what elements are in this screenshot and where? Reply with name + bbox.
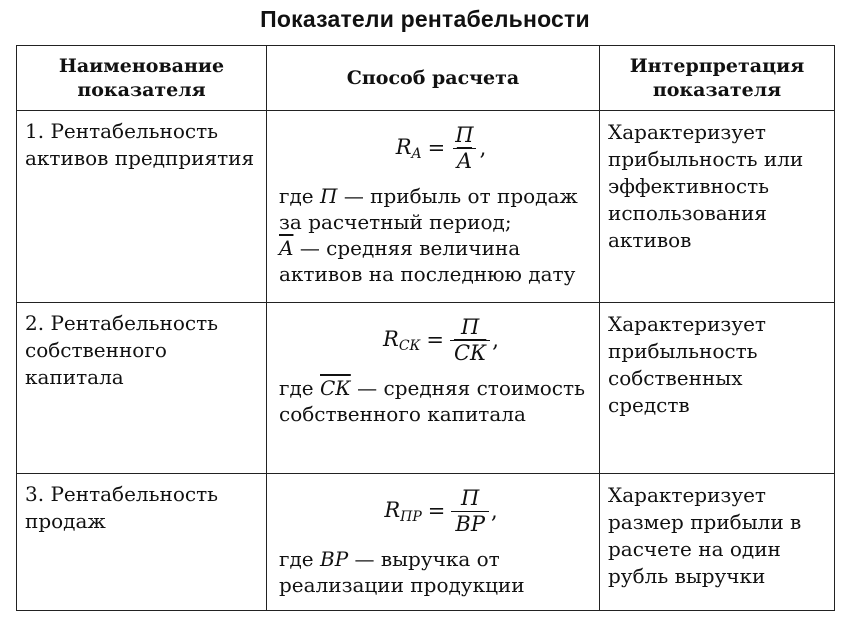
formula-equals: = [427, 136, 446, 160]
interpretation-text: Характеризует прибыльность собственных средств [608, 312, 766, 417]
indicator-name: 1. Рентабельность активов предприятия [25, 119, 255, 170]
page-title: Показатели рентабельности [260, 6, 590, 32]
formula-symbol: $R_{ПР}$ [384, 497, 422, 525]
interpretation-cell [600, 303, 835, 474]
profitability-table [16, 45, 835, 611]
formula-subscript: A [411, 145, 422, 162]
indicator-name: 3. Рентабельность продаж [25, 482, 219, 533]
indicator-name-cell [17, 474, 267, 611]
formula-symbol: $R_A$ [395, 134, 422, 162]
formula: $R_A$ = $\frac{П}{A}$ , [395, 122, 487, 173]
indicator-name-cell [17, 111, 267, 303]
header-name: Наименование показателя [17, 46, 267, 111]
formula: $R_{ПР}$ = $\frac{П}{ВР}$ , [384, 485, 498, 536]
formula-denominator: ВР [451, 511, 489, 537]
formula-explanation: где П — прибыль от продаж за расчетный период; $\overline{A}$ — средняя величина активов на последнюю дату [279, 184, 578, 286]
formula-numerator: П [461, 485, 480, 510]
formula-numerator: П [460, 314, 480, 339]
indicator-name-cell [17, 303, 267, 474]
formula-symbol: $R_{СК}$ [383, 326, 421, 354]
formula-denominator: СК [450, 340, 490, 366]
table-row [17, 474, 835, 611]
formula-fraction [451, 486, 489, 537]
interpretation-cell [600, 474, 835, 611]
header-interpretation: Интерпретация показателя [600, 46, 835, 111]
formula: $R_{СК}$ = $\frac{П}{СК}$ , [383, 314, 499, 365]
formula-denominator: A [453, 148, 476, 174]
formula-explanation: где СК — средняя стоимость собственного капитала [279, 376, 585, 426]
formula-equals: = [426, 328, 444, 352]
table-row [17, 303, 835, 474]
table-row [17, 111, 835, 303]
header-method: Способ расчета [267, 46, 600, 111]
interpretation-cell [600, 111, 835, 303]
formula-cell [267, 474, 600, 611]
formula-fraction [451, 123, 477, 174]
formula-subscript: ПР [400, 508, 422, 525]
formula-subscript: СК [398, 337, 421, 354]
interpretation-text: Характеризует размер прибыли в расчете на один рубль выручки [608, 483, 802, 588]
formula-fraction [450, 315, 490, 366]
formula-explanation: где ВР — выручка от реализации продукции [279, 547, 525, 597]
formula-cell [267, 303, 600, 474]
formula-numerator: П [455, 122, 474, 147]
formula-cell [267, 111, 600, 303]
interpretation-text: Характеризует прибыльность или эффективность использования активов [608, 120, 804, 252]
formula-equals: = [427, 499, 446, 523]
table-header-row [17, 46, 835, 111]
indicator-name: 2. Рентабельность собственного капитала [25, 311, 219, 389]
